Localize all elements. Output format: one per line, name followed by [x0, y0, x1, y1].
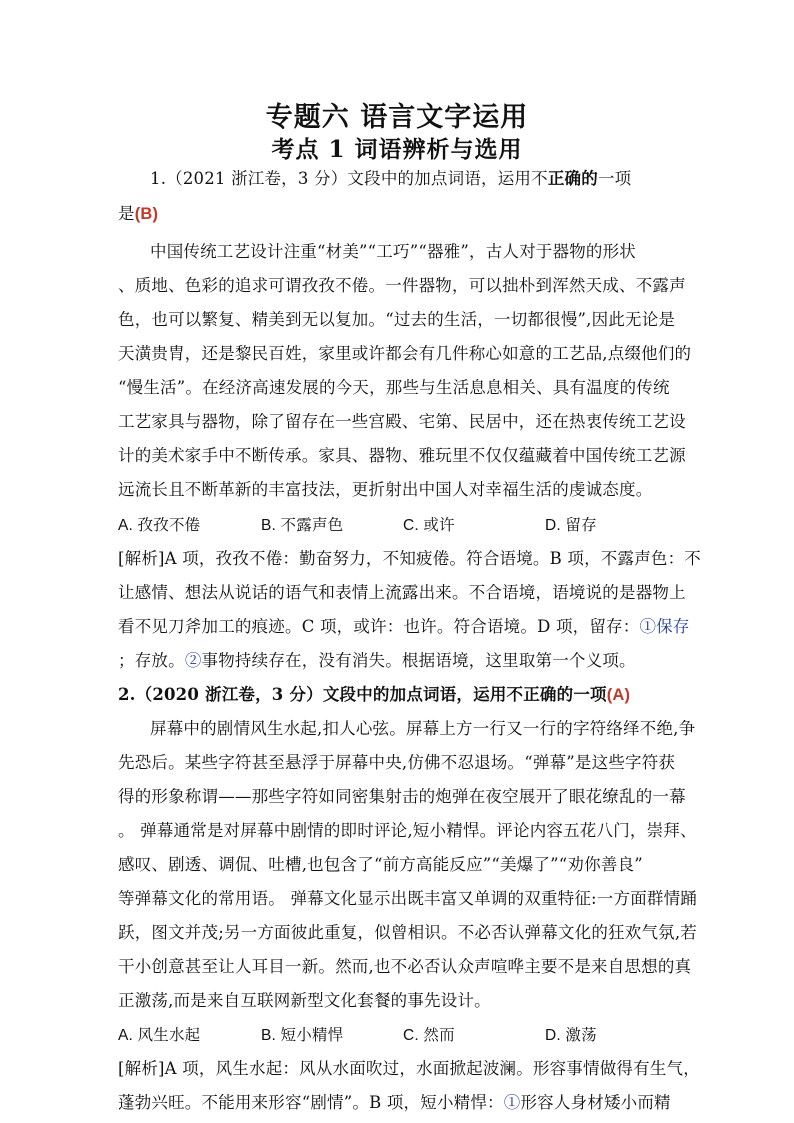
q1-stem-end: 是 [118, 204, 135, 223]
q2-option-b: B. 短小精悍 [261, 1027, 344, 1044]
q1-analysis-line [118, 647, 678, 671]
q2-passage-line: 。 弹幕通常是对屏幕中剧情的即时评论,短小精悍。评论内容五花八门，崇拜、 [118, 821, 697, 840]
q1-passage-line: 中国传统工艺设计注重“材美”“工巧”“器雅”，古人对于器物的形状 [150, 242, 637, 261]
q1-option-b: B. 不露声色 [261, 517, 344, 534]
q2-passage-line: 正激荡,而是来自互联网新型文化套餐的事先设计。 [118, 991, 491, 1010]
q2-stem-text: 2.（2020 浙江卷，3 分）文段中的加点词语，运用不正确的一项 [118, 685, 607, 704]
q1-stem-line2 [118, 200, 678, 224]
q2-options [118, 1023, 678, 1045]
q1-passage-line: 、质地、色彩的追求可谓孜孜不倦。一件器物，可以拙朴到浑然天成、不露声 [118, 276, 686, 295]
q1-passage-line: 远流长且不断革新的丰富技法，更折射出中国人对幸福生活的虔诚态度。 [118, 480, 653, 499]
q1-analysis-line: [解析]A 项，孜孜不倦：勤奋努力，不知疲倦。符合语境。B 项，不露声色：不 [118, 549, 702, 568]
q2-stem [118, 681, 678, 705]
q1-stem [150, 165, 710, 189]
page-title: 专题六 语言文字运用 [265, 102, 529, 133]
q1-sense-2-marker: ② [184, 651, 202, 670]
q1-analysis-line: 让感情、想法从说话的语气和表情上流露出来。不合语境，语境说的是器物上 [118, 583, 686, 602]
q2-passage-line: 屏幕中的剧情风生水起,扣人心弦。屏幕上方一行又一行的字符络绎不绝,争 [150, 719, 696, 738]
section-title: 考点 1 词语辨析与选用 [271, 136, 523, 163]
q2-passage-line: 感叹、剧透、调侃、吐槽,也包含了“前方高能反应”“美爆了”“劝你善良” [118, 855, 643, 874]
q1-answer: (B) [134, 205, 159, 223]
q2-passage-line: 得的形象称谓——那些字符如同密集射击的炮弹在夜空展开了眼花缭乱的一幕 [118, 787, 686, 806]
q2-passage-line: 跃，图文并茂;另一方面彼此重复，似曾相识。不必否认弹幕文化的狂欢气氛,若 [118, 923, 698, 942]
q1-stem-tail: 一项 [597, 169, 632, 188]
q1-passage-line: 计的美术家手中不断传承。家具、器物、雅玩里不仅仅蕴藏着中国传统工艺源 [118, 446, 686, 465]
q2-passage-line: 先恐后。某些字符甚至悬浮于屏幕中央,仿佛不忍退场。“弹幕”是这些字符获 [118, 753, 676, 772]
q1-sense-1: ①保存 [639, 617, 690, 636]
q2-option-d: D. 激荡 [545, 1027, 597, 1044]
q2-option-a: A. 风生水起 [118, 1027, 201, 1044]
q1-analysis-text: 看不见刀斧加工的痕迹。C 项，或许：也许。符合语境。D 项，留存： [118, 617, 640, 636]
q1-passage-line: 工艺家具与器物，除了留存在一些宫殿、宅第、民居中，还在热衷传统工艺设 [118, 412, 686, 431]
q1-passage-line: 天潢贵胄，还是黎民百姓，家里或许都会有几件称心如意的工艺品,点缀他们的 [118, 344, 692, 363]
q2-answer: (A) [606, 686, 631, 704]
q1-passage-line: 色，也可以繁复、精美到无以复加。“过去的生活，一切都很慢”,因此无论是 [118, 310, 676, 329]
q1-stem-text: 1.（2021 浙江卷，3 分）文段中的加点词语，运用不 [150, 169, 548, 188]
q2-analysis-line: [解析]A 项，风生水起：风从水面吹过，水面掀起波澜。形容事情做得有生气， [118, 1059, 700, 1078]
q1-option-c: C. 或许 [403, 517, 455, 534]
q1-option-a: A. 孜孜不倦 [118, 517, 201, 534]
q1-analysis-text: 事物持续存在，没有消失。根据语境，这里取第一个义项。 [201, 651, 636, 670]
q2-passage-line: 等弹幕文化的常用语。 弹幕文化显示出既丰富又单调的双重特征:一方面群情踊 [118, 889, 698, 908]
q2-sense-1-marker: ① [503, 1093, 521, 1112]
q1-stem-emphasis: 正确的 [547, 169, 598, 188]
q1-options [118, 513, 678, 535]
q1-analysis-line [118, 613, 690, 637]
q2-analysis-text: 形容人身材矮小而精 [520, 1093, 671, 1112]
q2-analysis-line [118, 1089, 678, 1113]
q2-option-c: C. 然而 [403, 1027, 455, 1044]
q1-passage-line: “慢生活”。在经济高速发展的今天，那些与生活息息相关、具有温度的传统 [118, 378, 670, 397]
q1-analysis-text: ；存放。 [118, 651, 185, 670]
q2-analysis-text: 蓬勃兴旺。不能用来形容“剧情”。B 项，短小精悍： [118, 1093, 504, 1112]
q2-passage-line: 干小创意甚至让人耳目一新。然而,也不必否认众声喧哗主要不是来自思想的真 [118, 957, 692, 976]
q1-option-d: D. 留存 [545, 517, 597, 534]
